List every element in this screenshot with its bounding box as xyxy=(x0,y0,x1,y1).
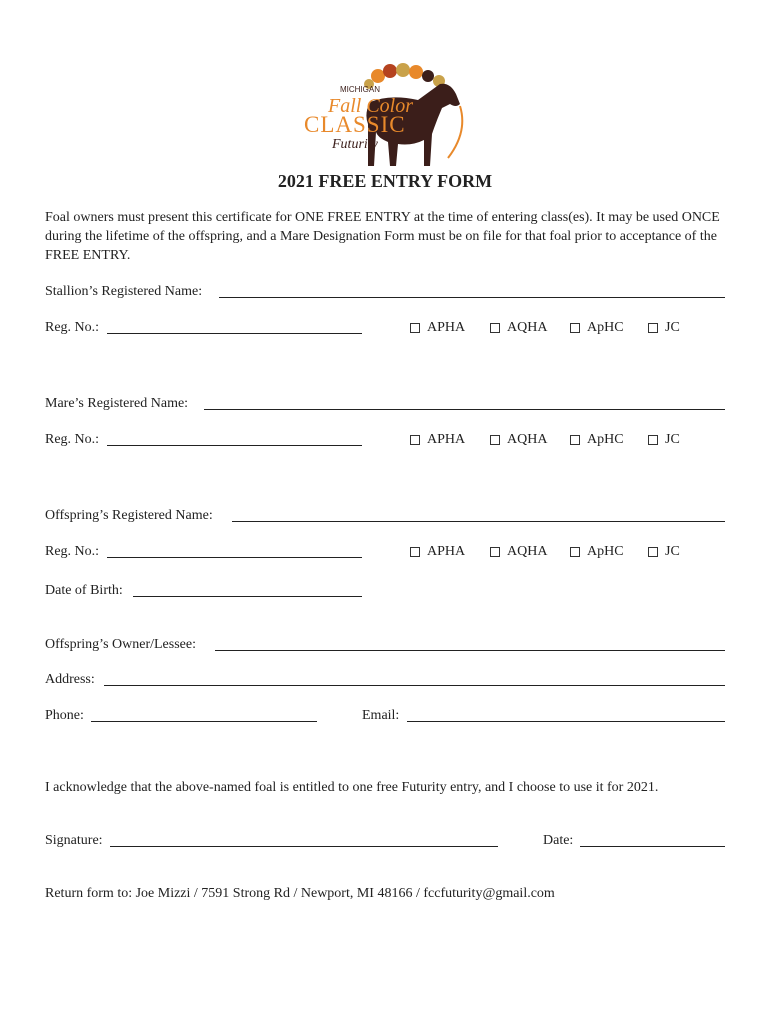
option-label: JC xyxy=(665,544,680,559)
phone-field[interactable] xyxy=(91,721,317,722)
stallion-name-field[interactable] xyxy=(219,297,725,298)
address-field[interactable] xyxy=(104,685,725,686)
option-label: ApHC xyxy=(587,320,624,335)
logo-line2: CLASSIC xyxy=(304,112,406,137)
mare-option-aphc[interactable] xyxy=(570,432,624,448)
email-field[interactable] xyxy=(407,721,725,722)
checkbox-icon[interactable] xyxy=(490,547,500,557)
logo-top-text: MICHIGAN xyxy=(340,85,380,94)
checkbox-icon[interactable] xyxy=(410,435,420,445)
mare-name-label: Mare’s Registered Name: xyxy=(45,396,189,411)
logo-line1: Fall Color xyxy=(328,95,414,117)
offspring-reg-field[interactable] xyxy=(107,557,362,558)
checkbox-icon[interactable] xyxy=(570,547,580,557)
dob-label: Date of Birth: xyxy=(45,583,123,598)
option-label: APHA xyxy=(427,544,466,559)
stallion-option-aqha[interactable] xyxy=(490,320,547,336)
checkbox-icon[interactable] xyxy=(570,323,580,333)
offspring-option-apha[interactable] xyxy=(410,544,465,560)
option-label: APHA xyxy=(427,432,466,447)
owner-field[interactable] xyxy=(215,650,725,651)
option-label: APHA xyxy=(427,320,466,335)
option-label: AQHA xyxy=(507,544,548,559)
checkbox-icon[interactable] xyxy=(570,435,580,445)
checkbox-icon[interactable] xyxy=(490,323,500,333)
offspring-name-field[interactable] xyxy=(232,521,725,522)
option-label: AQHA xyxy=(507,432,548,447)
fall-color-classic-logo xyxy=(300,62,470,170)
dob-field[interactable] xyxy=(133,596,362,597)
mare-option-aqha[interactable] xyxy=(490,432,547,448)
offspring-option-aqha[interactable] xyxy=(490,544,547,560)
option-label: ApHC xyxy=(587,544,624,559)
mare-option-jc[interactable] xyxy=(648,432,680,448)
option-label: AQHA xyxy=(507,320,548,335)
phone-label: Phone: xyxy=(45,708,84,723)
stallion-reg-field[interactable] xyxy=(107,333,362,334)
option-label: ApHC xyxy=(587,432,624,447)
option-label: JC xyxy=(665,320,680,335)
stallion-reg-label: Reg. No.: xyxy=(45,320,100,335)
owner-label: Offspring’s Owner/Lessee: xyxy=(45,637,196,652)
checkbox-icon[interactable] xyxy=(648,435,658,445)
mare-name-field[interactable] xyxy=(204,409,725,410)
email-label: Email: xyxy=(362,708,400,723)
logo-line3: Futurity xyxy=(332,137,378,152)
form-title: 2021 FREE ENTRY FORM xyxy=(277,171,493,191)
return-address-text: Return form to: Joe Mizzi / 7591 Strong Rd / Newport, MI 48166 / fccfuturity@gmail.com xyxy=(45,886,555,901)
signature-label: Signature: xyxy=(45,833,103,848)
checkbox-icon[interactable] xyxy=(410,323,420,333)
offspring-option-aphc[interactable] xyxy=(570,544,624,560)
mare-reg-label: Reg. No.: xyxy=(45,432,100,447)
mare-option-apha[interactable] xyxy=(410,432,465,448)
signature-field[interactable] xyxy=(110,846,498,847)
intro-paragraph: Foal owners must present this certificate for ONE FREE ENTRY at the time of entering class(es). It may be used ONCE during the lifetime of the offspring, and a Mare Designation Form must be on file for that foal prior to acceptance of the FREE ENTRY. xyxy=(45,210,720,263)
checkbox-icon[interactable] xyxy=(410,547,420,557)
checkbox-icon[interactable] xyxy=(648,323,658,333)
date-field[interactable] xyxy=(580,846,725,847)
stallion-option-jc[interactable] xyxy=(648,320,680,336)
checkbox-icon[interactable] xyxy=(490,435,500,445)
logo-graphic xyxy=(300,62,470,170)
offspring-reg-label: Reg. No.: xyxy=(45,544,100,559)
checkbox-icon[interactable] xyxy=(648,547,658,557)
offspring-name-label: Offspring’s Registered Name: xyxy=(45,508,213,523)
stallion-option-aphc[interactable] xyxy=(570,320,624,336)
address-label: Address: xyxy=(45,672,95,687)
stallion-name-label: Stallion’s Registered Name: xyxy=(45,284,203,299)
acknowledge-text: I acknowledge that the above-named foal is entitled to one free Futurity entry, and I choose to use it for 2021. xyxy=(45,780,659,795)
date-label: Date: xyxy=(543,833,574,848)
stallion-option-apha[interactable] xyxy=(410,320,465,336)
mare-reg-field[interactable] xyxy=(107,445,362,446)
offspring-option-jc[interactable] xyxy=(648,544,680,560)
option-label: JC xyxy=(665,432,680,447)
